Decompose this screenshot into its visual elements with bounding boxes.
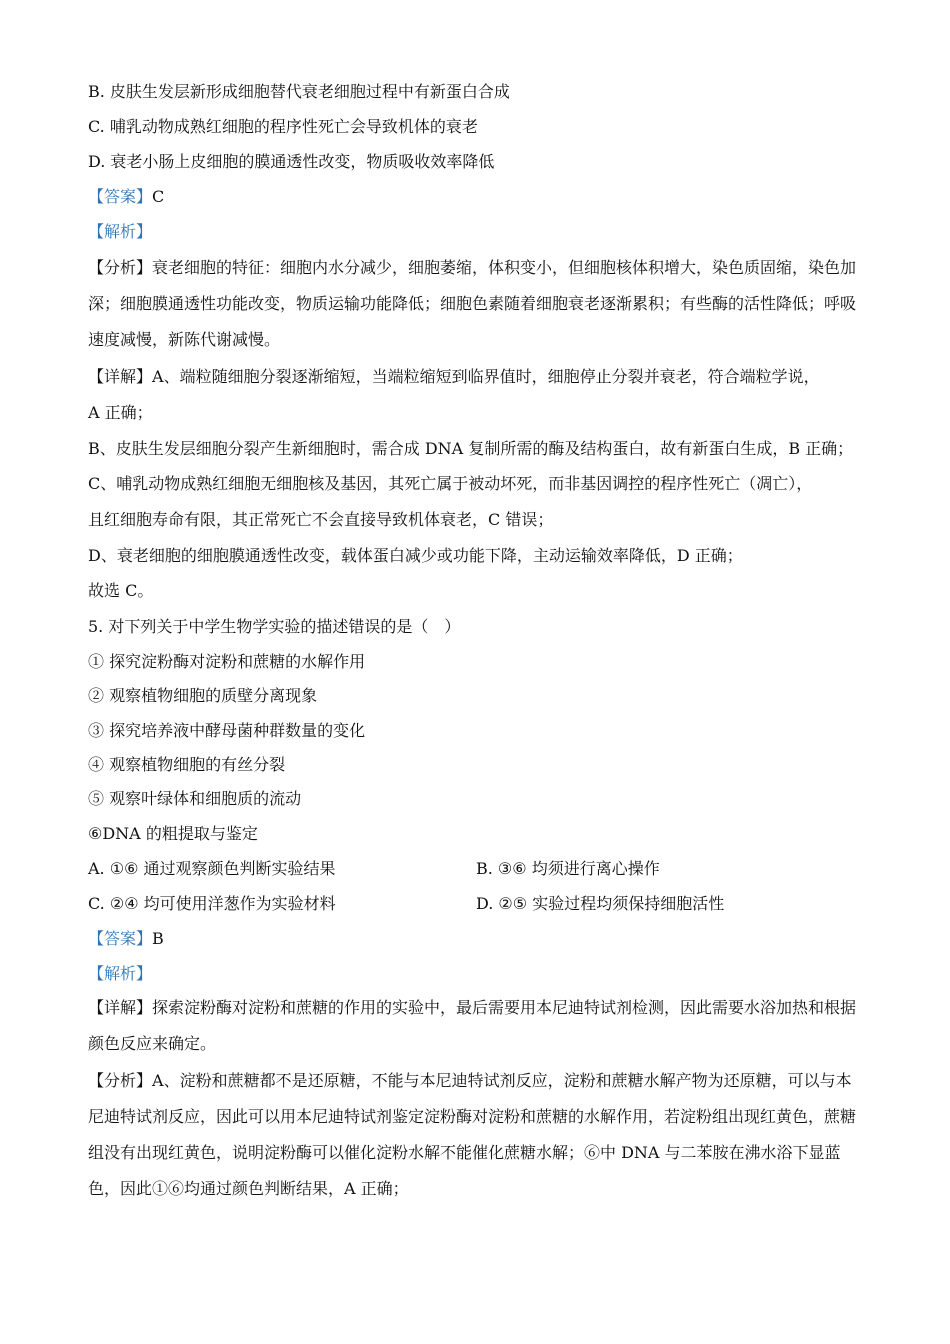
analysis-tag: 【解析】 xyxy=(88,222,153,241)
option-c-line: C. 哺乳动物成熟红细胞的程序性死亡会导致机体的衰老 xyxy=(88,117,478,136)
q5-option-c: C. ②④ 均可使用洋葱作为实验材料 xyxy=(88,894,336,913)
option-b-line: B. 皮肤生发层新形成细胞替代衰老细胞过程中有新蛋白合成 xyxy=(88,82,510,101)
analysis-tag: 【解析】 xyxy=(88,964,153,983)
fenxi-tag: 【分析】 xyxy=(88,258,153,277)
q5-item-2: ② 观察植物细胞的质壁分离现象 xyxy=(88,686,318,705)
fenxi-text: A、淀粉和蔗糖都不是还原糖，不能与本尼迪特试剂反应，淀粉和蔗糖水解产物为还原糖，可以与本尼迪特试剂反应，因此可以用本尼迪特试剂鉴定淀粉酶对淀粉和蔗糖的水解作用，若淀粉组出现红黄色，蔗糖组没有出现红黄色，说明淀粉酶可以催化淀粉水解不能催化蔗糖水解；⑥中 DNA 与二苯胺在沸水浴下显蓝色，因此①⑥均通过颜色判断结果，A 正确； xyxy=(88,1071,857,1198)
answer-value: B xyxy=(152,929,164,948)
q4-analysis-heading xyxy=(88,222,152,242)
detail-a-text: A、端粒随细胞分裂逐渐缩短，当端粒缩短到临界值时，细胞停止分裂并衰老，符合端粒学说， xyxy=(152,367,820,386)
q4-conclusion: 故选 C。 xyxy=(88,581,154,600)
q5-fenxi-paragraph xyxy=(88,1063,860,1207)
fenxi-text: 衰老细胞的特征：细胞内水分减少，细胞萎缩，体积变小，但细胞核体积增大，染色质固缩，染色加深；细胞膜通透性功能改变，物质运输功能降低；细胞色素随着细胞衰老逐渐累积；有些酶的活性降低；呼吸速度减慢，新陈代谢减慢。 xyxy=(88,258,857,349)
q5-analysis-heading xyxy=(88,964,152,984)
q5-detail-paragraph xyxy=(88,990,860,1062)
answer-value: C xyxy=(152,187,165,206)
q5-item-1: ① 探究淀粉酶对淀粉和蔗糖的水解作用 xyxy=(88,652,366,671)
detail-text: 探索淀粉酶对淀粉和蔗糖的作用的实验中，最后需要用本尼迪特试剂检测，因此需要水浴加热和根据颜色反应来确定。 xyxy=(88,998,857,1053)
q5-option-d: D. ②⑤ 实验过程均须保持细胞活性 xyxy=(476,894,725,913)
q5-item-3: ③ 探究培养液中酵母菌种群数量的变化 xyxy=(88,721,366,740)
detail-tag: 【详解】 xyxy=(88,998,153,1017)
q4-answer xyxy=(88,187,164,207)
detail-tag: 【详解】 xyxy=(88,367,153,386)
answer-tag: 【答案】 xyxy=(88,929,153,948)
q5-option-b: B. ③⑥ 均须进行离心操作 xyxy=(476,859,660,878)
option-d-line: D. 衰老小肠上皮细胞的膜通透性改变，物质吸收效率降低 xyxy=(88,152,495,171)
q5-stem: 5. 对下列关于中学生物学实验的描述错误的是（ ） xyxy=(88,617,461,636)
q5-item-4: ④ 观察植物细胞的有丝分裂 xyxy=(88,755,286,774)
q4-detail-d: D、衰老细胞的细胞膜通透性改变，载体蛋白减少或功能下降，主动运输效率降低，D 正确； xyxy=(88,546,743,565)
q4-detail-c: C、哺乳动物成熟红细胞无细胞核及基因，其死亡属于被动坏死，而非基因调控的程序性死亡（凋亡）， xyxy=(88,474,813,493)
q5-item-6: ⑥DNA 的粗提取与鉴定 xyxy=(88,824,258,843)
q4-detail-c-cont: 且红细胞寿命有限，其正常死亡不会直接导致机体衰老，C 错误； xyxy=(88,510,554,529)
fenxi-tag: 【分析】 xyxy=(88,1071,153,1090)
q5-option-a: A. ①⑥ 通过观察颜色判断实验结果 xyxy=(88,859,336,878)
answer-tag: 【答案】 xyxy=(88,187,153,206)
q4-detail-b: B、皮肤生发层细胞分裂产生新细胞时，需合成 DNA 复制所需的酶及结构蛋白，故有新蛋白生成，B 正确； xyxy=(88,439,854,458)
q4-detail-a-cont: A 正确； xyxy=(88,403,153,422)
q4-detail-a xyxy=(88,367,820,387)
q5-item-5: ⑤ 观察叶绿体和细胞质的流动 xyxy=(88,789,302,808)
q4-fenxi-paragraph xyxy=(88,250,860,358)
q5-answer xyxy=(88,929,164,949)
